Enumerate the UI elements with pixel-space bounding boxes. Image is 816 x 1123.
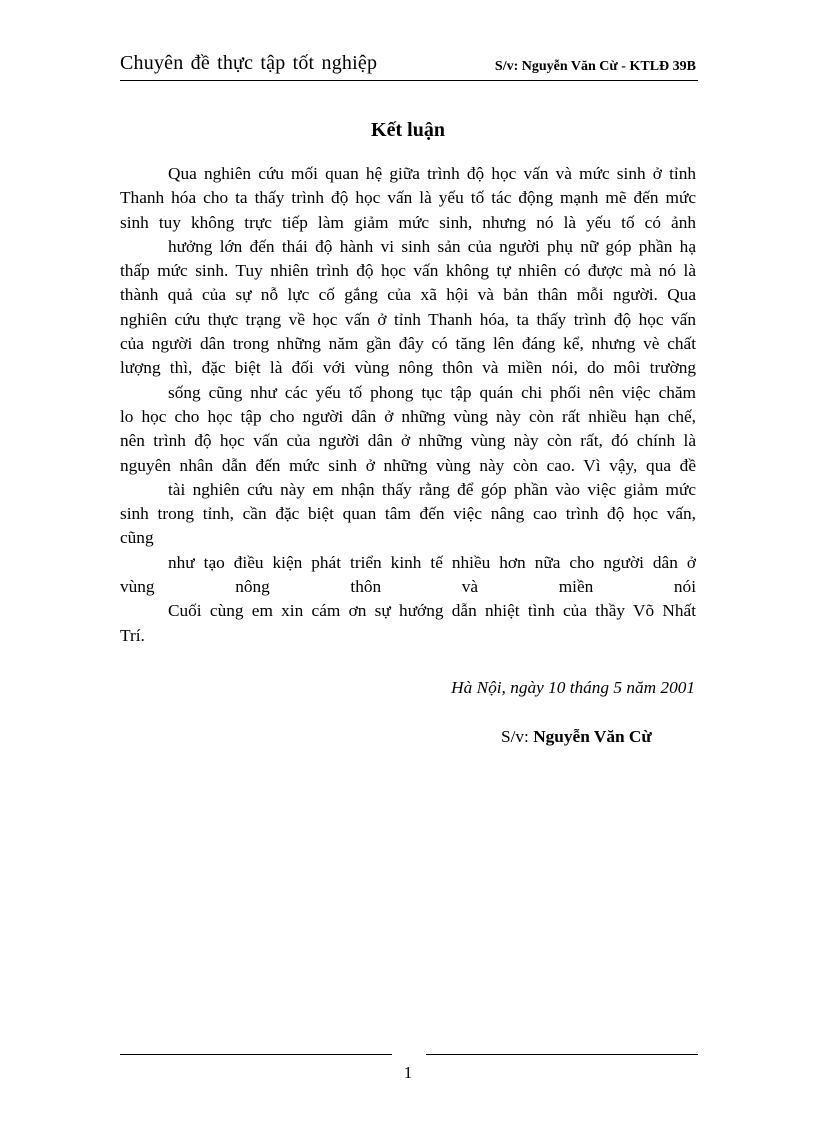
text-line: Cuối cùng em xin cám ơn sự hướng dẫn nhiệt tình của thầy Võ Nhất	[168, 601, 696, 621]
signature-name: Nguyễn Văn Cừ	[533, 727, 652, 746]
text-line: lo học cho học tập cho người dân ở những vùng này còn rất nhiều hạn chế,	[120, 406, 696, 426]
text-line: lượng thì, đặc biệt là đối với vùng nông thôn và miền nói, do môi trường	[120, 358, 696, 378]
text-line: Trí.	[120, 625, 145, 645]
footer-rule-right	[426, 1054, 698, 1055]
text-line: vùng nông thôn và miền nói	[120, 577, 696, 597]
header-author: S/v: Nguyễn Văn Cừ - KTLĐ 39B	[494, 59, 696, 74]
text-line: sống cũng như các yếu tố phong tục tập quán chi phối nên việc chăm	[168, 382, 696, 402]
text-line: Qua nghiên cứu mối quan hệ giữa trình độ học vấn và mức sinh ở tỉnh	[168, 164, 696, 183]
text-line: cũng	[120, 528, 154, 548]
header-document-title: Chuyên đề thực tập tốt nghiệp	[120, 52, 378, 74]
signing-date: Hà Nội, ngày 10 tháng 5 năm 2001	[451, 678, 695, 697]
text-line: nguyên nhân dẫn đến mức sinh ở những vùng này còn cao. Vì vậy, qua đề	[120, 455, 696, 475]
page-number: 1	[403, 1063, 413, 1082]
text-line: tài nghiên cứu này em nhận thấy rằng để góp phần vào việc giảm mức	[168, 479, 696, 499]
text-line: thành quả của sự nỗ lực cố gắng của xã hội và bản thân mỗi người. Qua	[120, 285, 696, 305]
text-line: nên trình độ học vấn của người dân ở những vùng này còn rất, đó chính là	[120, 431, 696, 451]
text-line: Thanh hóa cho ta thấy trình độ học vấn là yếu tố tác động mạnh mẽ đến mức	[120, 188, 696, 208]
text-line: như tạo điều kiện phát triển kinh tế nhiều hơn nữa cho người dân ở	[168, 552, 696, 572]
text-line: nghiên cứu thực trạng về học vấn ở tỉnh Thanh hóa, ta thấy trình độ học vấn	[120, 309, 696, 329]
text-line: thấp mức sinh. Tuy nhiên trình độ học vấn không tự nhiên có được mà nó là	[120, 261, 696, 281]
text-line: sinh tuy không trực tiếp làm giảm mức sinh, nhưng nó là yếu tố có ảnh	[120, 212, 696, 232]
text-line: sinh trong tỉnh, cần đặc biệt quan tâm đến việc nâng cao trình độ học vấn,	[120, 504, 696, 524]
section-title: Kết luận	[371, 119, 445, 141]
page-header	[120, 52, 698, 81]
text-line: của người dân trong những năm gần đây có tăng lên đáng kể, nhưng vè chất	[120, 334, 696, 354]
conclusion-body	[120, 162, 696, 648]
footer-rule-left	[120, 1054, 392, 1055]
signature-block	[501, 727, 652, 747]
signature-prefix: S/v:	[501, 727, 529, 746]
text-line: hưởng lớn đến thái độ hành vi sinh sản của người phụ nữ góp phần hạ	[168, 236, 696, 256]
